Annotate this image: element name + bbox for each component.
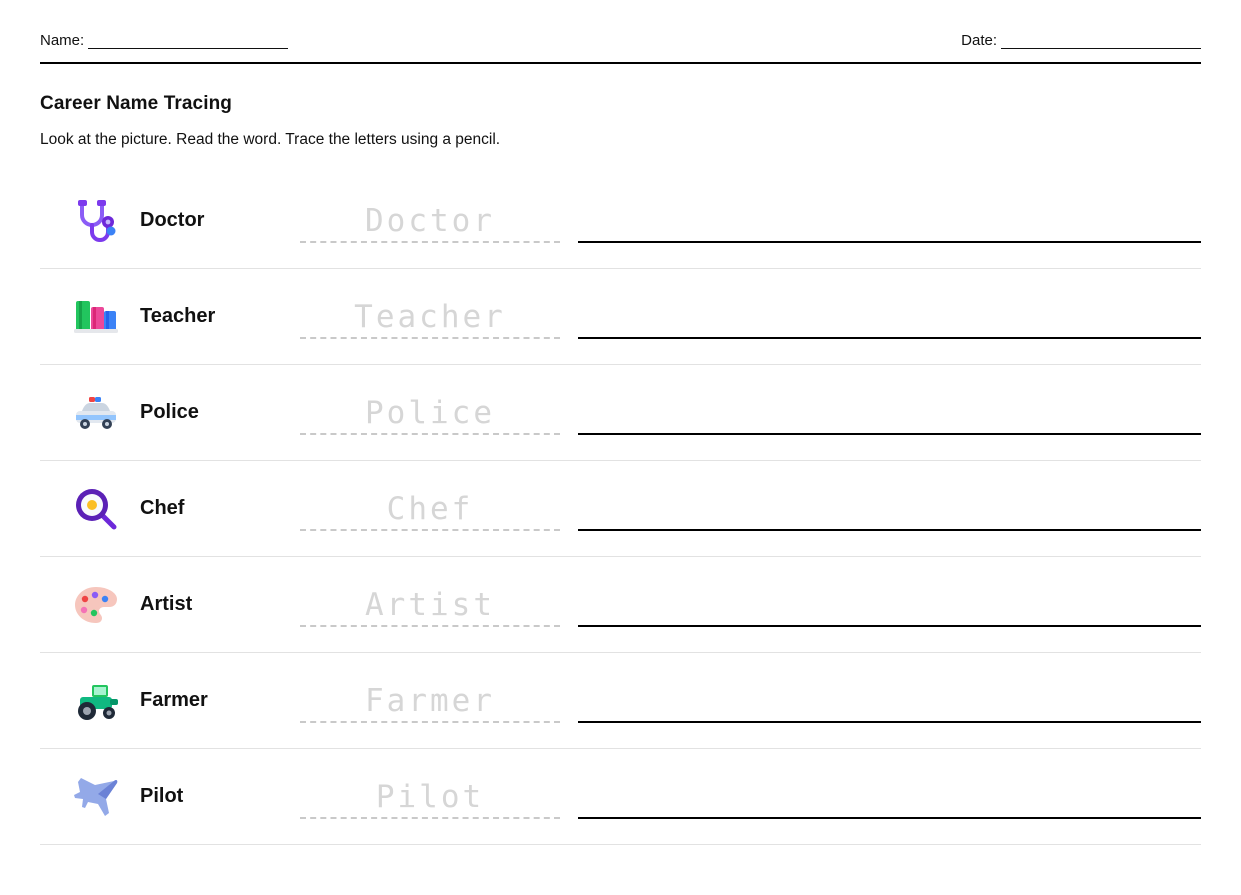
practice-write-line[interactable] — [578, 337, 1201, 339]
career-word: Pilot — [140, 785, 184, 807]
row-icon-cell — [40, 771, 140, 823]
table-row — [40, 365, 1201, 461]
table-row — [40, 173, 1201, 269]
table-row — [40, 461, 1201, 557]
practice-write-line[interactable] — [578, 721, 1201, 723]
trace-dashed-line — [300, 337, 560, 339]
practice-write-line[interactable] — [578, 433, 1201, 435]
trace-guide-text: Chef — [386, 490, 474, 527]
trace-guide-text: Pilot — [375, 778, 485, 815]
practice-write-line[interactable] — [578, 625, 1201, 627]
row-icon-cell — [40, 579, 140, 631]
practice-cell[interactable] — [560, 287, 1201, 347]
trace-guide-text: Teacher — [354, 298, 506, 335]
trace-cell[interactable] — [300, 671, 560, 731]
row-icon-cell — [40, 195, 140, 247]
trace-cell[interactable] — [300, 191, 560, 251]
practice-cell[interactable] — [560, 671, 1201, 731]
row-icon-cell — [40, 483, 140, 535]
career-word: Chef — [140, 497, 185, 519]
practice-write-line[interactable] — [578, 241, 1201, 243]
header-divider — [40, 62, 1201, 64]
practice-cell[interactable] — [560, 383, 1201, 443]
table-row — [40, 749, 1201, 845]
police-car-icon — [70, 387, 122, 439]
name-field[interactable] — [40, 32, 288, 49]
trace-guide-text: Doctor — [365, 202, 495, 239]
practice-cell[interactable] — [560, 767, 1201, 827]
name-label: Name: — [40, 32, 85, 49]
table-row — [40, 557, 1201, 653]
trace-dashed-line — [300, 817, 560, 819]
table-row — [40, 269, 1201, 365]
trace-dashed-line — [300, 241, 560, 243]
row-icon-cell — [40, 291, 140, 343]
practice-write-line[interactable] — [578, 817, 1201, 819]
stethoscope-icon — [70, 195, 122, 247]
books-icon — [70, 291, 122, 343]
trace-cell[interactable] — [300, 767, 560, 827]
trace-guide-text: Police — [365, 394, 495, 431]
trace-dashed-line — [300, 529, 560, 531]
worksheet-header — [40, 0, 1201, 49]
trace-dashed-line — [300, 625, 560, 627]
trace-dashed-line — [300, 433, 560, 435]
career-word: Farmer — [140, 689, 208, 711]
trace-guide-text: Farmer — [365, 682, 495, 719]
trace-guide-text: Artist — [365, 586, 495, 623]
trace-cell[interactable] — [300, 287, 560, 347]
practice-cell[interactable] — [560, 479, 1201, 539]
row-icon-cell — [40, 675, 140, 727]
row-icon-cell — [40, 387, 140, 439]
instructions-text: Look at the picture. Read the word. Trace the letters using a pencil. — [40, 131, 501, 148]
frying-pan-icon — [70, 483, 122, 535]
trace-cell[interactable] — [300, 479, 560, 539]
name-write-line[interactable] — [88, 34, 288, 49]
page-title: Career Name Tracing — [40, 93, 232, 114]
date-field[interactable] — [961, 32, 1201, 49]
worksheet — [40, 0, 1201, 845]
practice-write-line[interactable] — [578, 529, 1201, 531]
practice-cell[interactable] — [560, 191, 1201, 251]
practice-cell[interactable] — [560, 575, 1201, 635]
trace-dashed-line — [300, 721, 560, 723]
table-row — [40, 653, 1201, 749]
trace-cell[interactable] — [300, 383, 560, 443]
tractor-icon — [70, 675, 122, 727]
trace-cell[interactable] — [300, 575, 560, 635]
date-write-line[interactable] — [1001, 34, 1201, 49]
career-word: Teacher — [140, 305, 216, 327]
career-word: Artist — [140, 593, 193, 615]
palette-icon — [70, 579, 122, 631]
tracing-rows — [40, 173, 1201, 845]
date-label: Date: — [961, 32, 997, 49]
career-word: Doctor — [140, 209, 205, 231]
career-word: Police — [140, 401, 199, 423]
airplane-icon — [70, 771, 122, 823]
